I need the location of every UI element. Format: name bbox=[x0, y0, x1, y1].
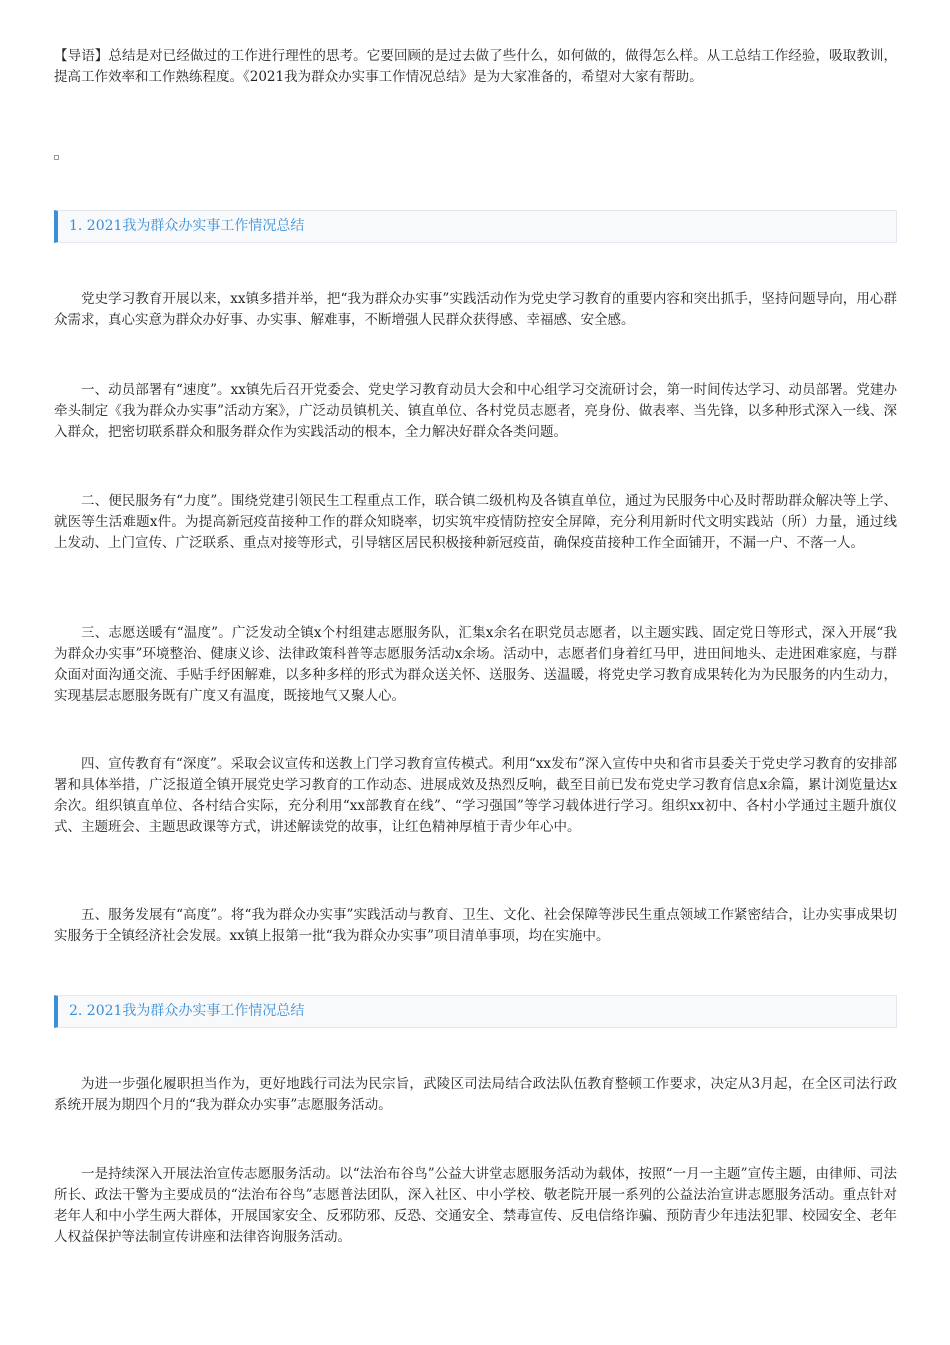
intro-paragraph: 【导语】总结是对已经做过的⼯作进⾏理性的思考。它要回顾的是过去做了些什么，如何做的，做得怎么样。从⼯总结⼯作经验，吸取教训，提⾼⼯作效率和⼯作熟练程度。《2021我为群众办实事⼯作情况总结》是为⼤家准备的，希望对⼤家有帮助。 bbox=[54, 48, 897, 85]
section-2-paragraph-1: 为进⼀步强化履职担当作为，更好地践⾏司法为民宗旨，武陵区司法局结合政法队伍教育整顿⼯作要求，决定从3⽉起，在全区司法⾏政系统开展为期四个⽉的“我为群众办实事”志愿服务活动。 bbox=[54, 1076, 897, 1113]
section-1-paragraph-2: ⼀、动员部署有“速度”。xx镇先后召开党委会、党史学习教育动员⼤会和中⼼组学习交流研讨会，第⼀时间传达学习、动员部署。党建办牵头制定《我为群众办实事”活动⽅案》，⼴泛动员镇机关、镇直单位、各村党员志愿者，亮⾝份、做表率、当先锋，以多种形式深⼊⼀线、深⼊群众，把密切联系群众和服务群众作为实践活动的根本，全⼒解决好群众各类问题。 bbox=[54, 382, 897, 440]
section-1-paragraph-5: 四、宣传教育有“深度”。采取会议宣传和送教上门学习教育宣传模式。利⽤“xx发布”深⼊宣传中央和省市县委关于党史学习教育的安排部署和具体举措，⼴泛报道全镇开展党史学习教育的⼯作动态、进展成效及热烈反响，截⾄⽬前已发布党史学习教育信息x余篇，累计浏览量达x余次。组织镇直单位、各村结合实际，充分利⽤“xx部教育在线”、“学习强国”等学习载体进⾏学习。组织xx初中、各村⼩学通过主题升旗仪式、主题班会、主题思政课等⽅式，讲述解读党的故事，让红⾊精神厚植于青少年⼼中。 bbox=[54, 756, 897, 835]
section-1-paragraph-4: 三、志愿送暖有“温度”。⼴泛发动全镇x个村组建志愿服务队，汇集x余名在职党员志愿者，以主题实践、固定党⽇等形式，深⼊开展“我为群众办实事”环境整治、健康义诊、法律政策科普等志愿服务活动x余场。活动中，志愿者们⾝着红马甲，进⽥间地头、⾛进困难家庭，与群众⾯对⾯沟通交流、⼿贴⼿纾困解难，以多种多样的形式为群众送关怀、送服务、送温暖，将党史学习教育成果转化为为民服务的内⽣动⼒，实现基层志愿服务既有⼴度⼜有温度，既接地⽓⼜聚⼈⼼。 bbox=[54, 625, 897, 704]
section-heading-1: 1. 2021我为群众办实事⼯作情况总结 bbox=[54, 210, 897, 243]
section-1-paragraph-1: 党史学习教育开展以来，xx镇多措并举，把“我为群众办实事”实践活动作为党史学习教育的重要内容和突出抓⼿，坚持问题导向，⽤⼼群众需求，真⼼实意为群众办好事、办实事、解难事，不断增强⼈民群众获得感、幸福感、安全感。 bbox=[54, 291, 897, 328]
section-heading-2: 2. 2021我为群众办实事⼯作情况总结 bbox=[54, 995, 897, 1028]
section-1-paragraph-3: ⼆、便民服务有“⼒度”。围绕党建引领民⽣⼯程重点⼯作，联合镇⼆级机构及各镇直单位，通过为民服务中⼼及时帮助群众解决等上学、就医等⽣活难题x件。为提⾼新冠疫苗接种⼯作的群众知晓率，切实筑牢疫情防控安全屏障，充分利⽤新时代⽂明实践站（所）⼒量，通过线上发动、上门宣传、⼴泛联系、重点对接等形式，引导辖区居民积极接种新冠疫苗，确保疫苗接种⼯作全⾯铺开，不漏⼀户、不落⼀⼈。 bbox=[54, 493, 897, 551]
broken-image-icon bbox=[54, 155, 59, 160]
section-2-paragraph-2: ⼀是持续深⼊开展法治宣传志愿服务活动。以“法治布⾕鸟”公益⼤讲堂志愿服务活动为载体，按照“⼀⽉⼀主题”宣传主题，由律师、司法所长、政法⼲警为主要成员的“法治布⾕鸟”志愿普法团队，深⼊社区、中⼩学校、敬⽼院开展⼀系列的公益法治宣讲志愿服务活动。重点针对⽼年⼈和中⼩学⽣两⼤群体，开展国家安全、反邪防邪、反恐、交通安全、禁毒宣传、反电信络诈骗、预防青少年违法犯罪、校园安全、⽼年⼈权益保护等法制宣传讲座和法律咨询服务活动。 bbox=[54, 1166, 897, 1245]
section-1-paragraph-6: 五、服务发展有“⾼度”。将“我为群众办实事”实践活动与教育、卫⽣、⽂化、社会保障等涉民⽣重点领域⼯作紧密结合，让办实事成果切实服务于全镇经济社会发展。xx镇上报第⼀批“我为群众办实事”项⽬清单事项，均在实施中。 bbox=[54, 907, 897, 944]
